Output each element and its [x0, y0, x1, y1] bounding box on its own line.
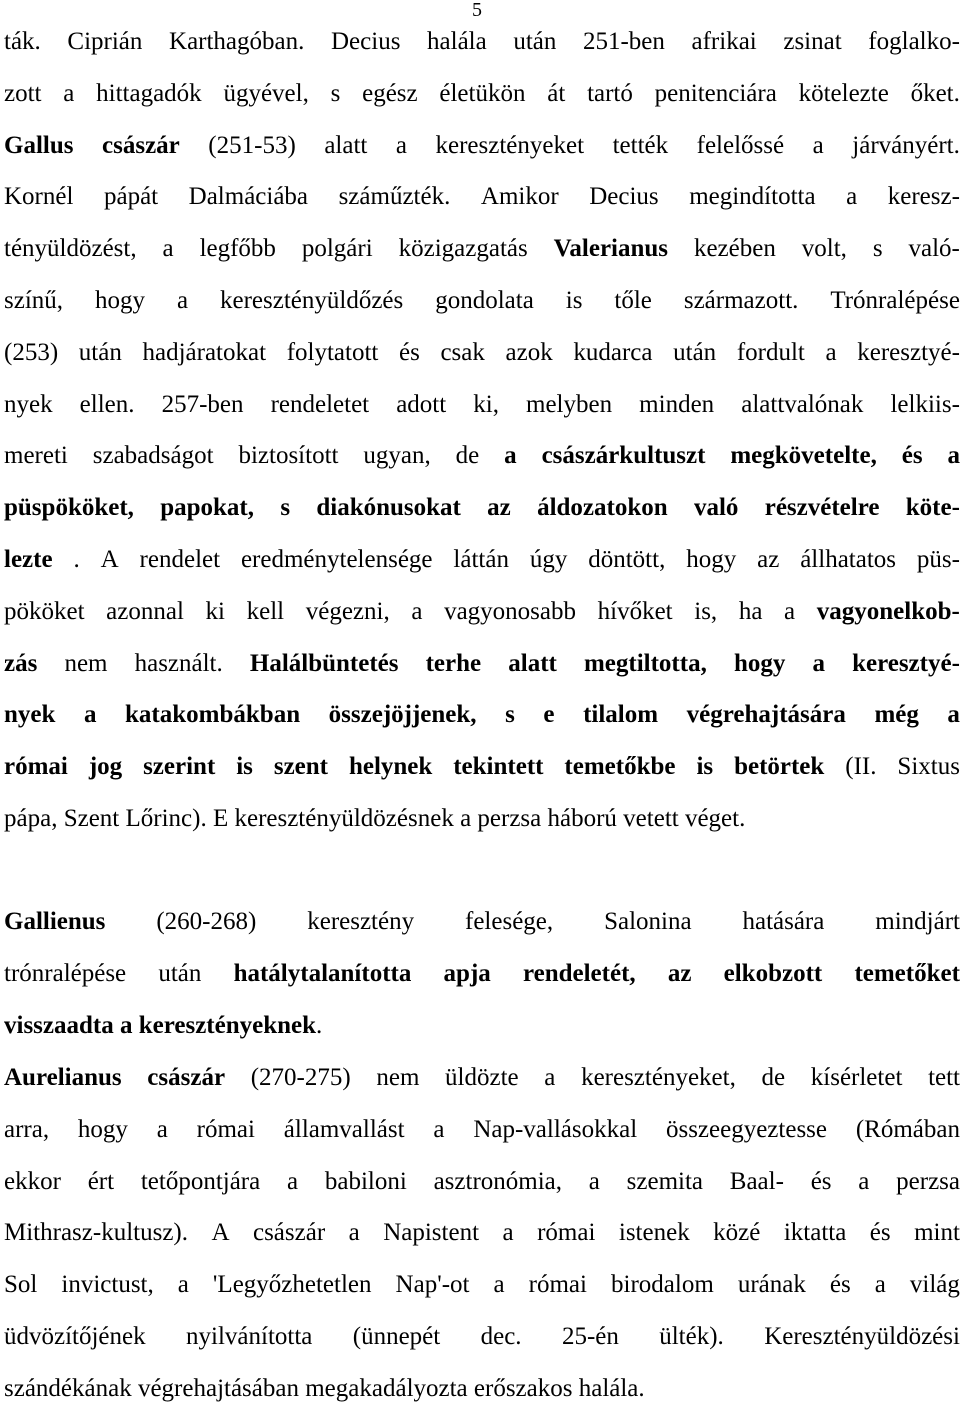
word: és	[869, 1219, 891, 1247]
word: keresztyé-	[857, 338, 960, 366]
word: felesége,	[465, 908, 554, 935]
word: mint	[914, 1219, 960, 1247]
word: kötelezte	[798, 79, 889, 107]
word: tették	[612, 131, 669, 159]
word: államvallást	[283, 1115, 405, 1143]
word: színű,	[4, 286, 64, 314]
word: és	[810, 1167, 832, 1195]
word: őket.	[910, 79, 960, 107]
word: Mithrasz-kultusz).	[4, 1219, 188, 1247]
word: életükön	[439, 79, 526, 107]
word: császár	[252, 1219, 326, 1247]
word: a	[83, 701, 97, 729]
word: vagyonelkob-	[816, 597, 960, 625]
word: keresztény	[307, 908, 415, 935]
word: a	[812, 649, 825, 677]
word: ügyével,	[223, 79, 309, 107]
word: az	[487, 494, 511, 522]
word: de	[761, 1064, 786, 1091]
word: szabadságot	[92, 442, 214, 470]
word: (260-268)	[156, 908, 257, 935]
word: nyilvánította	[186, 1322, 313, 1350]
word: összeegyeztesse	[665, 1115, 828, 1143]
word: a	[63, 79, 75, 107]
bold-text: visszaadta a keresztényeknek	[4, 1011, 317, 1039]
word: római	[537, 1219, 596, 1247]
word: temetőkbe	[564, 753, 676, 781]
word: melyben	[526, 390, 613, 418]
word: megindította	[689, 183, 816, 211]
word: keresztyé-	[852, 649, 960, 677]
text-line	[4, 586, 960, 638]
word: köte-	[905, 494, 960, 522]
word: ha	[738, 597, 763, 625]
word: császár	[147, 1064, 226, 1091]
word: a	[433, 1115, 445, 1143]
word: a	[874, 1271, 886, 1299]
word: járványért.	[852, 131, 960, 159]
word: trónralépése	[4, 959, 127, 987]
word: a	[825, 338, 837, 366]
word: való	[693, 494, 739, 522]
word: keresztényeket,	[581, 1064, 736, 1091]
word: hadjáratokat	[142, 338, 267, 366]
word: temetőket	[854, 959, 960, 987]
word: úgy	[529, 545, 568, 573]
word: is	[565, 286, 583, 314]
word: adott	[396, 390, 447, 418]
word: alattvalónak	[741, 390, 864, 418]
word: legfőbb	[199, 235, 276, 263]
text-line	[4, 1000, 960, 1052]
word: azok	[505, 338, 553, 366]
word: részvételre	[764, 494, 880, 522]
word: azonnal	[106, 597, 184, 625]
word: Napistent	[383, 1219, 480, 1247]
paragraph-decius-valerianus	[4, 16, 960, 845]
word: ugyan,	[363, 442, 431, 470]
word: után	[78, 338, 122, 366]
text-line	[4, 689, 960, 741]
word: A	[211, 1219, 230, 1247]
word: a	[411, 597, 423, 625]
word: Karthagóban.	[169, 28, 305, 55]
word: Salonina	[604, 908, 692, 935]
text-line	[4, 793, 960, 845]
word: a	[588, 1167, 600, 1195]
word: is,	[694, 597, 718, 625]
word: püspököket,	[4, 494, 134, 522]
word: és	[398, 338, 420, 366]
word: ki	[205, 597, 225, 625]
word: a	[947, 442, 960, 470]
word: nem	[64, 649, 108, 677]
word: keresztényeket	[435, 131, 585, 159]
text-line	[4, 948, 960, 1000]
text-line	[4, 534, 960, 586]
word: római	[4, 753, 68, 781]
word: diakónusokat	[316, 494, 461, 522]
word: kísérletet	[810, 1064, 903, 1091]
word: keresztényüldőzés	[220, 286, 404, 314]
word: Amikor	[480, 183, 559, 211]
word: Keresztényüldözési	[764, 1322, 960, 1350]
word: üldözte	[445, 1064, 519, 1091]
word: gondolata	[435, 286, 534, 314]
word: származott.	[683, 286, 799, 314]
word: római	[196, 1115, 255, 1143]
word: rendelet	[139, 545, 221, 573]
word: megkövetelte,	[730, 442, 877, 470]
page-number: 5	[472, 0, 482, 21]
word: egész	[362, 79, 418, 107]
word: 251-ben	[582, 28, 665, 55]
word: nyek	[4, 701, 56, 729]
word: (ünnepét	[352, 1322, 441, 1350]
word: apja	[443, 959, 491, 987]
word: nyek	[4, 390, 53, 418]
text-line	[4, 120, 960, 172]
word: e	[543, 701, 555, 729]
word: Valerianus	[553, 235, 669, 263]
word: hatására	[742, 908, 825, 935]
word: Decius	[331, 28, 401, 55]
word: Dalmáciába	[188, 183, 309, 211]
word: száműzték.	[338, 183, 451, 211]
word: Ciprián	[67, 28, 143, 55]
word: 257-ben	[161, 390, 244, 418]
word: (251-53)	[208, 131, 296, 159]
word: szent	[273, 753, 328, 781]
word: istenek	[618, 1219, 690, 1247]
word: afrikai	[691, 28, 757, 55]
word: iktatta	[783, 1219, 847, 1247]
word: szemita	[626, 1167, 704, 1195]
word: a	[287, 1167, 299, 1195]
word: a	[846, 183, 858, 211]
word: állhatatos	[800, 545, 897, 573]
text-line	[4, 171, 960, 223]
paragraph-gallienus	[4, 896, 960, 1051]
word: közigazgatás	[398, 235, 528, 263]
text-line	[4, 1207, 960, 1259]
word: betörtek	[734, 753, 825, 781]
word: az	[667, 959, 692, 987]
word: rendeletét,	[522, 959, 636, 987]
word: a	[504, 442, 517, 470]
word: hatálytalanította	[233, 959, 412, 987]
word: a	[395, 131, 407, 159]
word: kudarca	[573, 338, 653, 366]
word: dec.	[480, 1322, 522, 1350]
word: világ	[909, 1271, 960, 1299]
word: ért	[87, 1167, 115, 1195]
word: kezében	[693, 235, 776, 263]
word: 'Legyőzhetetlen	[212, 1271, 372, 1299]
word: végrehajtására	[686, 701, 846, 729]
word: Nap'-ot	[395, 1271, 470, 1299]
text-segment: szándékának végrehajtásában megakadályozta erőszakos halála.	[4, 1374, 645, 1402]
word: döntött,	[588, 545, 666, 573]
word: a	[348, 1219, 360, 1247]
text-line	[4, 327, 960, 379]
word: után	[513, 28, 557, 55]
word: még	[874, 701, 919, 729]
word: tetőpontjára	[140, 1167, 261, 1195]
word: után	[673, 338, 717, 366]
word: s	[505, 701, 515, 729]
word: mereti	[4, 442, 68, 470]
word: Halálbüntetés	[249, 649, 399, 677]
word: Kornél	[4, 183, 74, 211]
word: penitenciára	[654, 79, 777, 107]
text-line	[4, 430, 960, 482]
word: közé	[713, 1219, 761, 1247]
word: pököket	[4, 597, 85, 625]
word: 25-én	[561, 1322, 619, 1350]
word: Nap-vallásokkal	[473, 1115, 638, 1143]
word: az	[757, 545, 780, 573]
word: ülték).	[659, 1322, 724, 1350]
word: és	[829, 1271, 851, 1299]
word: mindjárt	[875, 908, 960, 935]
word: láttán	[453, 545, 509, 573]
word: Decius	[589, 183, 659, 211]
word: birodalom	[611, 1271, 714, 1299]
word: folytatott	[286, 338, 379, 366]
word: hogy	[94, 286, 145, 314]
word: hogy	[686, 545, 737, 573]
word: hogy	[77, 1115, 128, 1143]
word: a	[177, 1271, 189, 1299]
word: tőle	[614, 286, 652, 314]
word: a	[502, 1219, 514, 1247]
word: Trónralépése	[830, 286, 960, 314]
word: (253)	[4, 338, 59, 366]
word: szerint	[143, 753, 216, 781]
word: ellen.	[79, 390, 135, 418]
word: fordult	[736, 338, 805, 366]
text-line	[4, 896, 960, 948]
text-line	[4, 223, 960, 275]
word: is	[236, 753, 253, 781]
word: .	[73, 545, 80, 573]
word: Gallus	[4, 131, 74, 159]
word: alatt	[508, 649, 557, 677]
word: zott	[4, 79, 42, 107]
word: császár	[102, 131, 180, 159]
word: a	[947, 701, 960, 729]
word: felelőssé	[696, 131, 785, 159]
word: invictust,	[61, 1271, 154, 1299]
word: Aurelianus	[4, 1064, 122, 1091]
word: tett	[928, 1064, 960, 1091]
word: de	[455, 442, 480, 470]
word: vagyonosabb	[444, 597, 576, 625]
word: lezte	[4, 545, 53, 573]
word: volt,	[801, 235, 847, 263]
word: üdvözítőjének	[4, 1322, 146, 1350]
word: minden	[639, 390, 715, 418]
word: pápát	[103, 183, 159, 211]
word: perzsa	[896, 1167, 960, 1195]
word: a	[156, 1115, 168, 1143]
word: s	[330, 79, 341, 107]
text-line	[4, 1156, 960, 1208]
word: s	[280, 494, 291, 522]
word: elkobzott	[723, 959, 823, 987]
word: megtiltotta,	[583, 649, 707, 677]
word: Baal-	[729, 1167, 784, 1195]
word: keresz-	[887, 183, 960, 211]
word: tényüldözést,	[4, 235, 137, 263]
word: halála	[427, 28, 487, 55]
word: polgári	[301, 235, 373, 263]
word: hogy	[733, 649, 786, 677]
text-line	[4, 16, 960, 68]
word: a	[784, 597, 796, 625]
word: végezni,	[305, 597, 390, 625]
word: Sixtus	[897, 753, 960, 781]
text-segment: .	[316, 1011, 323, 1039]
word: hittagadók	[96, 79, 202, 107]
word: csak	[440, 338, 485, 366]
text-line	[4, 68, 960, 120]
word: jog	[88, 753, 123, 781]
word: foglalko-	[868, 28, 960, 55]
word: zsinat	[783, 28, 842, 55]
text-line	[4, 638, 960, 690]
word: (Rómában	[855, 1115, 960, 1143]
word: a	[544, 1064, 556, 1091]
word: való-	[908, 235, 960, 263]
word: tartó	[587, 79, 633, 107]
word: a	[176, 286, 189, 314]
text-line	[4, 379, 960, 431]
text-line	[4, 482, 960, 534]
word: hívőket	[597, 597, 673, 625]
word: a	[812, 131, 824, 159]
word: (270-275)	[250, 1064, 351, 1091]
text-line	[4, 275, 960, 327]
word: a	[493, 1271, 505, 1299]
word: át	[547, 79, 566, 107]
word: helynek	[348, 753, 433, 781]
word: római	[528, 1271, 587, 1299]
word: után	[158, 959, 202, 987]
word: rendeletet	[270, 390, 370, 418]
paragraph-aurelianus	[4, 1052, 960, 1415]
word: asztronómia,	[433, 1167, 563, 1195]
word: Gallienus	[4, 908, 106, 935]
word: tekintett	[453, 753, 544, 781]
text-line	[4, 1259, 960, 1311]
word: is	[696, 753, 714, 781]
word: a	[858, 1167, 870, 1195]
text-line	[4, 1052, 960, 1104]
word: és	[901, 442, 923, 470]
text-line	[4, 1311, 960, 1363]
word: püs-	[916, 545, 960, 573]
word: alatt	[324, 131, 368, 159]
word: ták.	[4, 28, 41, 55]
word: ekkor	[4, 1167, 61, 1195]
word: katakombákban	[125, 701, 301, 729]
word: a	[162, 235, 174, 263]
word: császárkultuszt	[541, 442, 706, 470]
word: A	[100, 545, 119, 573]
word: Sol	[4, 1271, 38, 1299]
word: lelkiis-	[890, 390, 960, 418]
word: áldozatokon	[537, 494, 668, 522]
word: urának	[737, 1271, 806, 1299]
word: ki,	[473, 390, 499, 418]
word: babiloni	[324, 1167, 407, 1195]
word: arra,	[4, 1115, 50, 1143]
text-line	[4, 1363, 960, 1415]
word: nem	[376, 1064, 420, 1091]
text-segment: pápa, Szent Lőrinc). E keresztényüldözésnek a perzsa háború vetett véget.	[4, 804, 746, 832]
word: biztosított	[238, 442, 339, 470]
word: tilalom	[583, 701, 659, 729]
text-line	[4, 1104, 960, 1156]
text-line	[4, 741, 960, 793]
word: terhe	[425, 649, 482, 677]
word: papokat,	[160, 494, 255, 522]
word: s	[872, 235, 883, 263]
word: (II.	[845, 753, 877, 781]
word: kell	[246, 597, 285, 625]
word: használt.	[134, 649, 223, 677]
word: zás	[4, 649, 38, 677]
word: összejöjjenek,	[328, 701, 477, 729]
word: eredménytelensége	[240, 545, 433, 573]
